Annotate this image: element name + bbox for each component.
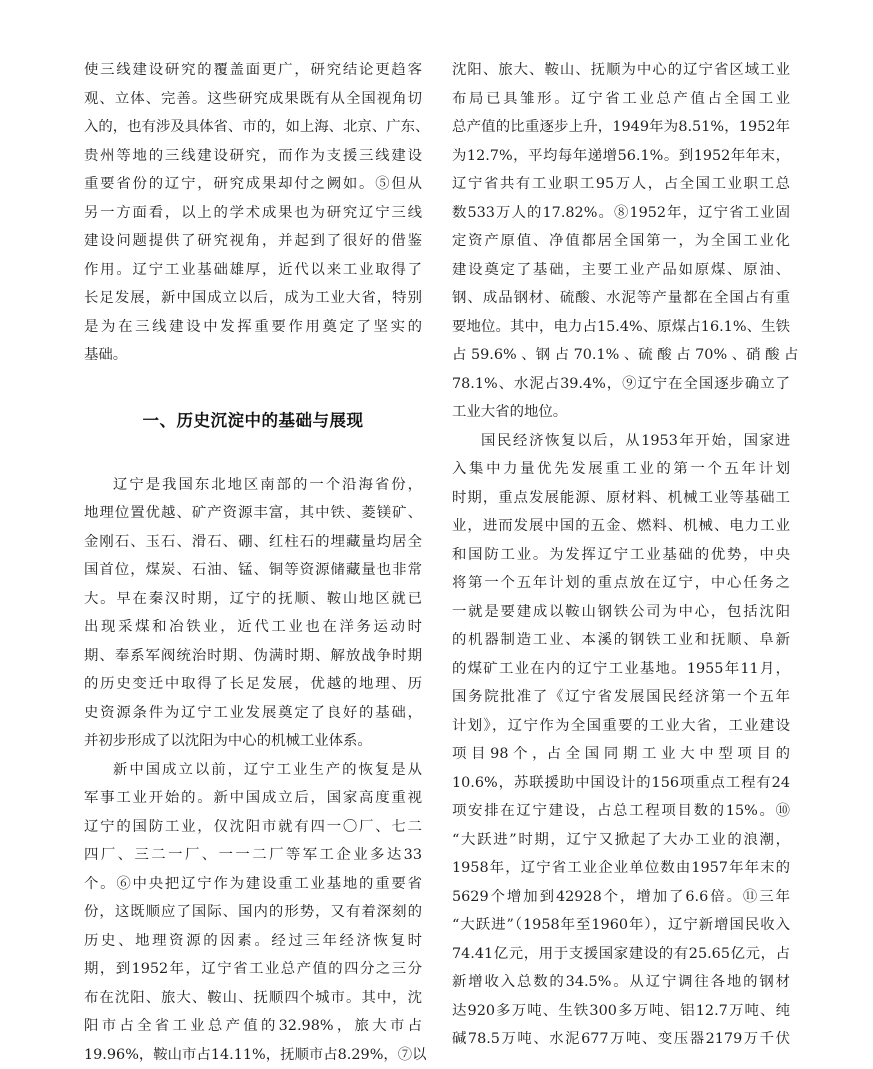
- text-line: 占 59.6% 、钢 占 70.1% 、硫 酸 占 70% 、硝 酸 占: [452, 341, 790, 370]
- text-line: 工业大省的地位。: [452, 398, 790, 427]
- text-line: 钢、成品钢材、硫酸、水泥等产量都在全国占有重: [452, 284, 790, 313]
- text-line: 1958年，辽宁省工业企业单位数由1957年年末的: [452, 854, 790, 883]
- text-line: 74.41亿元，用于支援国家建设的有25.65亿元，占: [452, 940, 790, 969]
- text-line: 入的，也有涉及具体省、市的，如上海、北京、广东、: [84, 113, 422, 142]
- text-line: 重要省份的辽宁，研究成果却付之阙如。⑤但从: [84, 170, 422, 199]
- text-line: 历史、地理资源的因素。经过三年经济恢复时: [84, 927, 422, 956]
- text-line: 并初步形成了以沈阳为中心的机械工业体系。: [84, 727, 422, 756]
- text-line: 建设奠定了基础，主要工业产品如原煤、原油、: [452, 256, 790, 285]
- text-line: 基础。: [84, 341, 422, 370]
- text-line: “大跃进”时期，辽宁又掀起了大办工业的浪潮，: [452, 826, 790, 855]
- text-line: 78.1%、水泥占39.4%，⑨辽宁在全国逐步确立了: [452, 370, 790, 399]
- text-line: 计划》，辽宁作为全国重要的工业大省，工业建设: [452, 712, 790, 741]
- text-line: 新中国成立以前，辽宁工业生产的恢复是从: [84, 756, 422, 785]
- text-line: 建设问题提供了研究视角，并起到了很好的借鉴: [84, 227, 422, 256]
- paragraph-recovery: [84, 756, 422, 1069]
- text-line: 为12.7%，平均每年递增56.1%。到1952年年末，: [452, 142, 790, 171]
- text-line: 新增收入总数的34.5%。从辽宁调往各地的钢材: [452, 968, 790, 997]
- text-line: 辽宁省共有工业职工95万人，占全国工业职工总: [452, 170, 790, 199]
- text-line: 辽宁的国防工业，仅沈阳市就有四一〇厂、七二: [84, 813, 422, 842]
- text-line: 项 目 98 个 ，占 全 国 同 期 工 业 大 中 型 项 目 的: [452, 740, 790, 769]
- text-line: 国首位，煤炭、石油、锰、铜等资源储藏量也非常: [84, 556, 422, 585]
- text-line: 金刚石、玉石、滑石、硼、红柱石的埋藏量均居全: [84, 528, 422, 557]
- text-line: 期、奉系军阀统治时期、伪满时期、解放战争时期: [84, 642, 422, 671]
- text-line: 布局已具雏形。辽宁省工业总产值占全国工业: [452, 85, 790, 114]
- text-line: 的煤矿工业在内的辽宁工业基地。1955年11月，: [452, 655, 790, 684]
- text-line: 长足发展，新中国成立以后，成为工业大省，特别: [84, 284, 422, 313]
- text-line: 史资源条件为辽宁工业发展奠定了良好的基础，: [84, 699, 422, 728]
- text-line: 期，到1952年，辽宁省工业总产值的四分之三分: [84, 955, 422, 984]
- text-line: 项安排在辽宁建设，占总工程项目数的15%。⑩: [452, 797, 790, 826]
- text-line: 一就是要建成以鞍山钢铁公司为中心，包括沈阳: [452, 598, 790, 627]
- text-line: 定资产原值、净值都居全国第一，为全国工业化: [452, 227, 790, 256]
- section-heading-container: [84, 384, 422, 455]
- text-line: 另一方面看，以上的学术成果也为研究辽宁三线: [84, 199, 422, 228]
- text-line: 作用。辽宁工业基础雄厚，近代以来工业取得了: [84, 256, 422, 285]
- text-line: 19.96%，鞍山市占14.11%，抚顺市占8.29%，⑦以: [84, 1041, 422, 1069]
- text-line: 军事工业开始的。新中国成立后，国家高度重视: [84, 784, 422, 813]
- text-line: 大。早在秦汉时期，辽宁的抚顺、鞍山地区就已: [84, 585, 422, 614]
- text-line: 碱78.5万吨、水泥677万吨、变压器2179万千伏: [452, 1025, 790, 1054]
- text-line: 观、立体、完善。这些研究成果既有从全国视角切: [84, 85, 422, 114]
- section-heading: 一、历史沉淀中的基础与展现: [143, 407, 364, 431]
- text-line: 要地位。其中，电力占15.4%、原煤占16.1%、生铁: [452, 313, 790, 342]
- text-line: 和国防工业。为发挥辽宁工业基础的优势，中央: [452, 541, 790, 570]
- text-line: 业，进而发展中国的五金、燃料、机械、电力工业: [452, 512, 790, 541]
- text-line: 阳市占全省工业总产值的32.98%，旅大市占: [84, 1012, 422, 1041]
- paragraph-resources: [84, 471, 422, 756]
- text-line: 达920多万吨、生铁300多万吨、铝12.7万吨、纯: [452, 997, 790, 1026]
- text-line: 入集中力量优先发展重工业的第一个五年计划: [452, 455, 790, 484]
- text-line: 是为在三线建设中发挥重要作用奠定了坚实的: [84, 313, 422, 342]
- text-line: 使三线建设研究的覆盖面更广，研究结论更趋客: [84, 56, 422, 85]
- text-line: 个。⑥中央把辽宁作为建设重工业基地的重要省: [84, 870, 422, 899]
- text-line: 时期，重点发展能源、原材料、机械工业等基础工: [452, 484, 790, 513]
- text-line: 辽宁是我国东北地区南部的一个沿海省份，: [84, 471, 422, 500]
- text-line: 5629个增加到42928个，增加了6.6倍。⑪三年: [452, 883, 790, 912]
- text-line: 10.6%，苏联援助中国设计的156项重点工程有24: [452, 769, 790, 798]
- text-line: 将第一个五年计划的重点放在辽宁，中心任务之: [452, 569, 790, 598]
- paragraph-intro: [84, 56, 422, 370]
- text-line: 国务院批准了《辽宁省发展国民经济第一个五年: [452, 683, 790, 712]
- text-line: 布在沈阳、旅大、鞍山、抚顺四个城市。其中，沈: [84, 984, 422, 1013]
- text-line: 总产值的比重逐步上升，1949年为8.51%，1952年: [452, 113, 790, 142]
- paragraph-continuation: [452, 56, 790, 427]
- text-line: 数533万人的17.82%。⑧1952年，辽宁省工业固: [452, 199, 790, 228]
- text-line: 的机器制造工业、本溪的钢铁工业和抚顺、阜新: [452, 626, 790, 655]
- text-line: 出现采煤和冶铁业，近代工业也在洋务运动时: [84, 613, 422, 642]
- paragraph-five-year: [452, 427, 790, 1054]
- text-line: “大跃进”（1958年至1960年），辽宁新增国民收入: [452, 911, 790, 940]
- text-line: 份，这既顺应了国际、国内的形势，又有着深刻的: [84, 898, 422, 927]
- text-line: 四厂、三二一厂、一一二厂等军工企业多达33: [84, 841, 422, 870]
- text-line: 贵州等地的三线建设研究，而作为支援三线建设: [84, 142, 422, 171]
- left-column: [84, 56, 422, 1069]
- text-line: 国民经济恢复以后，从1953年开始，国家进: [452, 427, 790, 456]
- text-line: 的历史变迁中取得了长足发展，优越的地理、历: [84, 670, 422, 699]
- text-line: 沈阳、旅大、鞍山、抚顺为中心的辽宁省区域工业: [452, 56, 790, 85]
- right-column: [452, 56, 790, 1054]
- text-line: 地理位置优越、矿产资源丰富，其中铁、菱镁矿、: [84, 499, 422, 528]
